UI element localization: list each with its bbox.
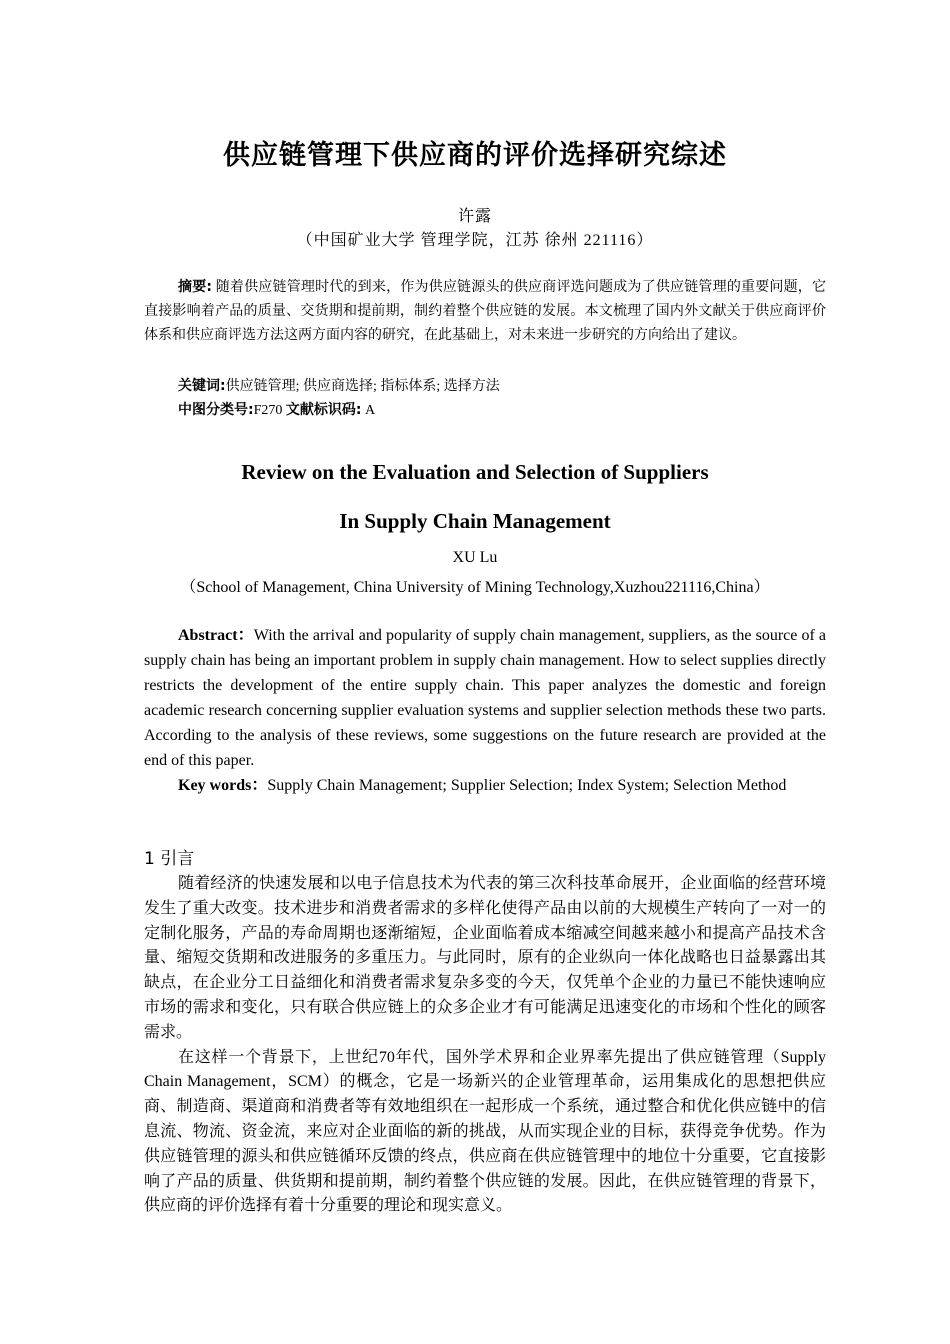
class-number-value: F270	[253, 403, 283, 418]
chinese-classification	[144, 398, 826, 423]
english-keywords	[144, 773, 826, 798]
section-1-title: 1 引言	[144, 849, 195, 869]
doc-code-value: A	[365, 403, 376, 418]
section-1-paragraph-1: 随着经济的快速发展和以电子信息技术为代表的第三次科技革命展开，企业面临的经营环境发生了重大改变。技术进步和消费者需求的多样化使得产品由以前的大规模生产转向了一对一的定制化服务，产品的寿命周期也逐渐缩短，企业面临着成本缩减空间越来越小和提高产品技术含量、缩短交货期和改进服务的多重压力。与此同时，原有的企业纵向一体化战略也日益暴露出其缺点，在企业分工日益细化和消费者需求复杂多变的今天，仅凭单个企业的力量已不能快速响应市场的需求和变化，只有联合供应链上的众多企业才有可能满足迅速变化的市场和个性化的顾客需求。	[144, 875, 826, 1041]
english-keywords-text: Supply Chain Management; Supplier Selection; Index System; Selection Method	[267, 777, 787, 794]
chinese-keywords-text: 供应链管理; 供应商选择; 指标体系; 选择方法	[225, 379, 500, 394]
english-title-line-2: In Supply Chain Management	[339, 509, 611, 533]
chinese-abstract-text: 随着供应链管理时代的到来，作为供应链源头的供应商评选问题成为了供应链管理的重要问题，它直接影响着产品的质量、交货期和提前期，制约着整个供应链的发展。本文梳理了国内外文献关于供应商评价体系和供应商评选方法这两方面内容的研究，在此基础上，对未来进一步研究的方向给出了建议。	[144, 280, 826, 343]
doc-code-label: 文献标识码:	[285, 402, 362, 418]
chinese-title: 供应链管理下供应商的评价选择研究综述	[223, 140, 727, 171]
chinese-keywords-label: 关键词:	[178, 378, 226, 394]
section-1-paragraph-2: 在这样一个背景下，上世纪70年代，国外学术界和企业界率先提出了供应链管理（Supply Chain Management，SCM）的概念，它是一场新兴的企业管理革命，运用集成化的思想把供应商、制造商、渠道商和消费者等有效地组织在一起形成一个系统，通过整合和优化供应链中的信息流、物流、资金流，来应对企业面临的新的挑战，从而实现企业的目标，获得竞争优势。作为供应链管理的源头和供应链循环反馈的终点，供应商在供应链管理中的地位十分重要，它直接影响了产品的质量、供货期和提前期，制约着整个供应链的发展。因此，在供应链管理的背景下，供应商的评价选择有着十分重要的理论和现实意义。	[144, 1048, 826, 1215]
english-abstract-label: Abstract：	[178, 627, 254, 644]
chinese-affiliation: （中国矿业大学 管理学院，江苏 徐州 221116）	[296, 232, 654, 249]
class-number-label: 中图分类号:	[178, 402, 254, 418]
chinese-abstract	[144, 275, 826, 348]
chinese-keywords	[144, 374, 826, 399]
english-title-line-1: Review on the Evaluation and Selection of Suppliers	[241, 460, 709, 484]
chinese-abstract-label: 摘要:	[178, 279, 212, 295]
section-1-body	[144, 872, 826, 1219]
english-affiliation: （School of Management, China University of Mining Technology,Xuzhou221116,China）	[180, 579, 770, 596]
chinese-author: 许露	[457, 208, 492, 225]
english-keywords-label: Key words：	[178, 777, 268, 794]
english-abstract	[144, 623, 826, 773]
english-author: XU Lu	[452, 549, 498, 566]
english-abstract-text: With the arrival and popularity of supply chain management, suppliers, as the source of a supply chain has being an important problem in supply chain management. How to select supplies directly restricts the development of the entire supply chain. This paper analyzes the domestic and foreign academic research concerning supplier evaluation systems and supplier selection methods these two parts. According to the analysis of these reviews, some suggestions on the future research are provided at the end of this paper.	[144, 627, 826, 769]
